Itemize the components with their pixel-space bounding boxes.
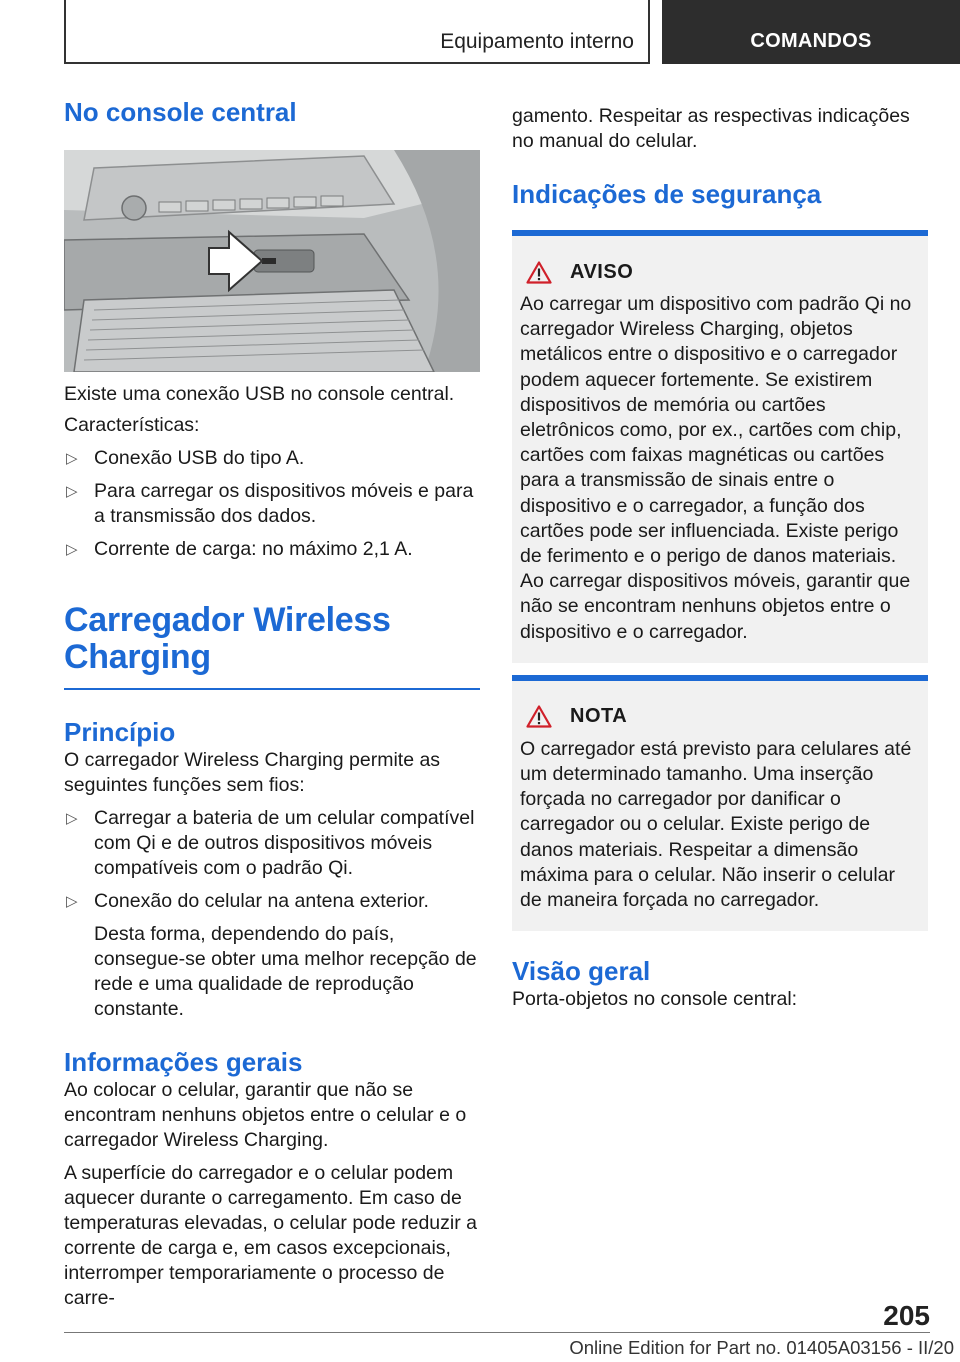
- left-column: [64, 96, 480, 1311]
- footer-rule: [64, 1332, 930, 1333]
- warning-text: Ao carregar um dispositivo com padrão Qi no carregador Wireless Charging, objetos metálicos entre o dispositivo e o carregador podem aquecer fortemente. Se existirem dispositivos de memória ou cartões eletrônicos como, por ex., cartões com chip, cartões com faixas magnéticas ou cartões para a transmissão de sinais entre o dispositivo e o carregador, a função dos cartões pode ser influenciada. Existe perigo de ferimento e o perigo de danos materiais. Ao carregar dispositivos móveis, garantir que não se encontram nenhuns objetos entre o dispositivo e o carregador.: [520, 293, 912, 643]
- general-paragraph-1: Ao colocar o celular, garantir que não se encontram nenhuns objetos entre o celular e o carregador Wireless Charging.: [64, 1079, 467, 1151]
- warning-title: AVISO: [570, 260, 634, 283]
- overview-text: Porta-objetos no console central:: [512, 988, 798, 1011]
- header-section-title: Equipamento interno: [440, 30, 634, 53]
- usb-intro-text: Existe uma conexão USB no console central.: [64, 383, 455, 405]
- warning-title-row: [520, 256, 922, 288]
- general-paragraph-2: A superfície do carregador e o celular podem aquecer durante o carregamento. Em caso de temperaturas elevadas, o celular pode reduzir a corrente de carga e, em casos excepcionais, interromper temporariamente o processo de carre-: [64, 1162, 477, 1309]
- heading-principle: Princípio: [64, 717, 176, 747]
- list-item: ▷ Para carregar os dispositivos móveis e para a transmissão dos dados.: [66, 480, 474, 527]
- warning-box: [512, 230, 928, 663]
- note-text: O carregador está previsto para celulares até um determinado tamanho. Uma inserção forçada no carregador por danificar o carregador ou o celular. Existe perigo de danos materiais. Respeitar a dimensão máxima para o celular. Não inserir o celular de maneira forçada no carregador.: [520, 737, 912, 912]
- triangle-right-icon: ▷: [66, 483, 78, 500]
- console-usb-illustration: [64, 150, 480, 372]
- features-label: Características:: [64, 414, 200, 436]
- heading-console: No console central: [64, 97, 297, 127]
- heading-rule: [64, 688, 480, 690]
- triangle-right-icon: ▷: [66, 893, 78, 910]
- header-chapter-title: COMANDOS: [750, 30, 872, 52]
- triangle-right-icon: ▷: [66, 450, 78, 467]
- triangle-right-icon: ▷: [66, 541, 78, 558]
- principle-text: O carregador Wireless Charging permite as seguintes funções sem fios:: [64, 749, 441, 796]
- header-section-box: [64, 0, 650, 64]
- note-title: NOTA: [570, 705, 628, 728]
- right-column: [512, 104, 928, 1012]
- note-box: [512, 675, 928, 931]
- heading-overview: Visão geral: [512, 956, 651, 987]
- warning-triangle-icon: [526, 261, 552, 284]
- header-chapter-box: [662, 0, 960, 64]
- triangle-right-icon: ▷: [66, 810, 78, 827]
- principle-subtext: Desta forma, dependendo do país, consegue-se obter uma melhor recepção de rede e uma qualidade de reprodução constante.: [94, 923, 477, 1020]
- list-item: ▷ Conexão USB do tipo A.: [66, 447, 305, 469]
- principle-list: [64, 806, 480, 1022]
- heading-wireless-charging: Carregador Wireless Charging: [64, 601, 391, 676]
- footer-edition: Online Edition for Part no. 01405A03156 - II/20: [569, 1337, 954, 1358]
- features-list: [64, 446, 480, 562]
- list-item: ▷ Corrente de carga: no máximo 2,1 A.: [66, 538, 413, 560]
- list-item: ▷ Carregar a bateria de um celular compatível com Qi e de outros dispositivos móveis compatíveis com o padrão Qi.: [66, 807, 475, 879]
- warning-triangle-icon: [526, 705, 552, 728]
- page-number: 205: [883, 1300, 930, 1331]
- note-title-row: [520, 701, 922, 733]
- heading-general-info: Informações gerais: [64, 1047, 303, 1077]
- continued-text: gamento. Respeitar as respectivas indicações no manual do celular.: [512, 105, 910, 152]
- heading-safety: Indicações de segurança: [512, 179, 822, 209]
- list-item: ▷ Conexão do celular na antena exterior. Desta forma, dependendo do país, consegue-se obter uma melhor recepção de rede e uma qualidade de reprodução constante.: [64, 889, 480, 1022]
